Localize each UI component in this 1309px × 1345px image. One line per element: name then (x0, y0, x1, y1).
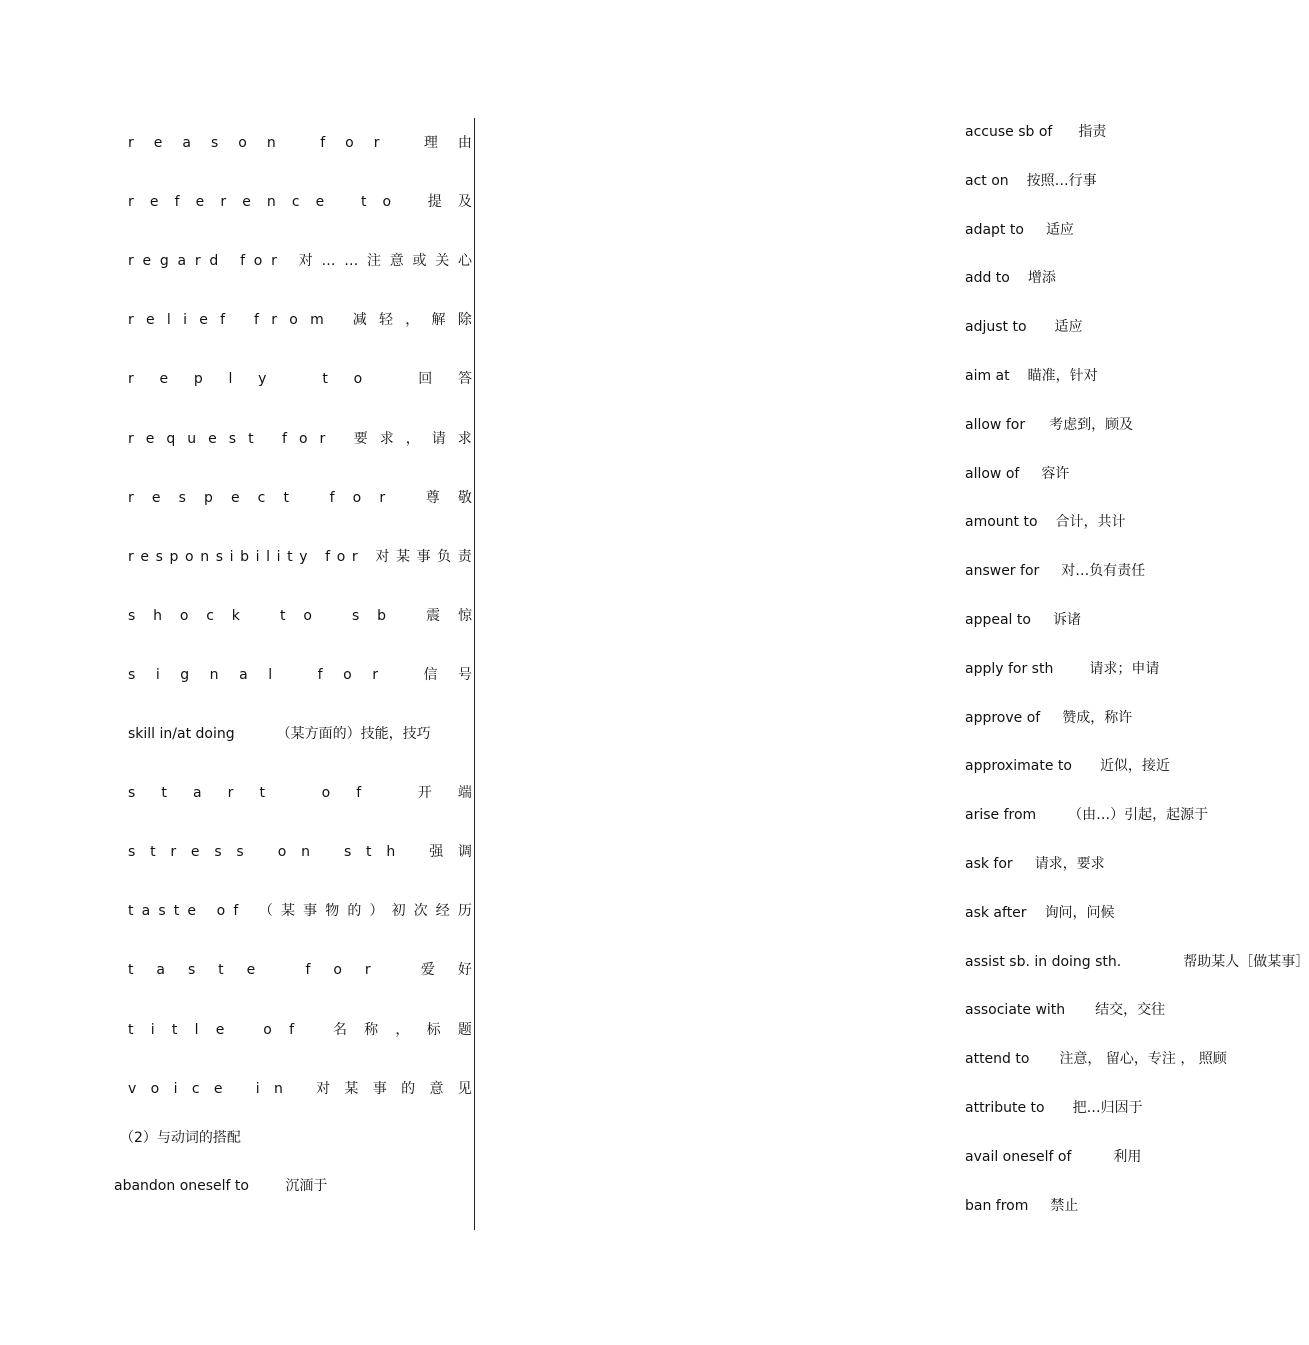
phrase-chinese: 结交，交往 (1095, 1002, 1166, 1019)
phrase-english: appeal to (965, 612, 1031, 628)
phrase-row: r e s p e c t f o r 尊 敬 (128, 489, 472, 506)
phrase-english: skill in/at doing (128, 726, 235, 742)
phrase-chinese: 注意， 留心，专注 ， 照顾 (1059, 1051, 1227, 1068)
phrase-english: allow for (965, 416, 1026, 433)
phrase-row: s t a r t o f 开 端 (128, 785, 472, 802)
section-heading: （2）与动词的搭配 (120, 1130, 241, 1146)
phrase-row (965, 999, 1165, 1021)
phrase-english: add to (965, 270, 1010, 287)
phrase-chinese: 帮助某人［做某事］ (1183, 953, 1309, 970)
phrase-english: ask after (965, 904, 1027, 921)
phrase-row: t a s t e o f （ 某 事 物 的 ） 初 次 经 历 (128, 903, 472, 920)
phrase-row (965, 1195, 1078, 1217)
phrase-chinese: 按照…行事 (1026, 172, 1097, 189)
phrase-chinese: 赞成，称许 (1062, 709, 1133, 726)
left-column (0, 0, 475, 1345)
phrase-row (965, 121, 1106, 143)
phrase-row (965, 219, 1074, 241)
phrase-chinese: 把…归因于 (1072, 1100, 1143, 1116)
phrase-row (965, 951, 1309, 973)
phrase-row (965, 853, 1105, 875)
phrase-english: ask for (965, 856, 1013, 872)
phrase-row: r e q u e s t f o r 要 求 ， 请 求 (128, 430, 472, 447)
phrase-row: r e p l y t o 回 答 (128, 371, 472, 388)
phrase-english: answer for (965, 563, 1040, 580)
phrase-row-abandon (114, 1175, 327, 1197)
phrase-english: act on (965, 172, 1009, 189)
phrase-row: s t r e s s o n s t h 强 调 (128, 844, 472, 861)
phrase-row: t i t l e o f 名 称 ， 标 题 (128, 1021, 472, 1038)
phrase-chinese: （某方面的）技能，技巧 (276, 726, 431, 742)
phrase-chinese: 沉湎于 (285, 1178, 328, 1194)
phrase-chinese: 诉诸 (1052, 612, 1081, 628)
phrase-row (965, 804, 1208, 826)
phrase-english: adjust to (965, 319, 1027, 336)
phrase-chinese: 请求，要求 (1034, 856, 1105, 872)
phrase-row (965, 1146, 1141, 1168)
phrase-chinese: 指责 (1078, 124, 1107, 140)
phrase-english: assist sb. in doing sth. (965, 953, 1122, 970)
phrase-chinese: 增添 (1027, 270, 1056, 287)
phrase-chinese: 考虑到，顾及 (1049, 416, 1134, 433)
phrase-chinese: 适应 (1054, 319, 1083, 336)
phrase-row: r e s p o n s i b i l i t y f o r 对 某 事 负 责 (128, 548, 472, 565)
phrase-row (965, 316, 1083, 338)
phrase-chinese: 对…负有责任 (1061, 563, 1146, 580)
phrase-chinese: 请求；申请 (1089, 660, 1160, 677)
phrase-english: attribute to (965, 1100, 1045, 1116)
phrase-row (128, 723, 472, 745)
phrase-row (965, 511, 1126, 533)
phrase-english: avail oneself of (965, 1148, 1072, 1165)
phrase-row: t a s t e f o r 爱 好 (128, 962, 472, 979)
phrase-row (965, 414, 1133, 436)
phrase-english: associate with (965, 1002, 1066, 1019)
phrase-chinese: 利用 (1113, 1148, 1142, 1165)
phrase-row (965, 707, 1132, 729)
phrase-english: amount to (965, 514, 1038, 531)
phrase-chinese: （由…）引起，起源于 (1068, 807, 1209, 824)
phrase-english: arise from (965, 807, 1037, 824)
phrase-row (965, 658, 1159, 680)
phrase-english: abandon oneself to (114, 1178, 249, 1194)
phrase-row: s i g n a l f o r 信 号 (128, 666, 472, 683)
column-divider (474, 118, 475, 1230)
phrase-english: approximate to (965, 758, 1072, 775)
phrase-chinese: 近似，接近 (1099, 758, 1170, 775)
phrase-row (965, 755, 1170, 777)
phrase-chinese: 合计，共计 (1055, 514, 1126, 531)
phrase-english: aim at (965, 368, 1010, 384)
phrase-english: ban from (965, 1197, 1029, 1214)
phrase-row: r e f e r e n c e t o 提 及 (128, 194, 472, 211)
phrase-row (965, 267, 1056, 289)
phrase-row (965, 1048, 1227, 1070)
phrase-chinese: 适应 (1045, 221, 1074, 238)
phrase-row: s h o c k t o s b 震 惊 (128, 607, 472, 624)
phrase-english: apply for sth (965, 660, 1054, 677)
phrase-chinese: 禁止 (1050, 1197, 1079, 1214)
phrase-row (965, 365, 1098, 387)
phrase-row: r e a s o n f o r 理 由 (128, 135, 472, 151)
phrase-row (965, 170, 1097, 192)
phrase-row: r e g a r d f o r 对 … … 注 意 或 关 心 (128, 253, 472, 270)
phrase-chinese: 容许 (1041, 465, 1070, 482)
phrase-row (965, 1097, 1143, 1119)
phrase-row (965, 560, 1145, 582)
phrase-english: allow of (965, 465, 1020, 482)
phrase-english: adapt to (965, 221, 1024, 238)
phrase-english: attend to (965, 1051, 1030, 1068)
phrase-row: v o i c e i n 对 某 事 的 意 见 (128, 1080, 472, 1097)
phrase-english: approve of (965, 709, 1041, 726)
phrase-row (965, 902, 1115, 924)
phrase-row (965, 609, 1081, 631)
phrase-english: accuse sb of (965, 124, 1053, 140)
phrase-chinese: 询问，问候 (1044, 904, 1115, 921)
phrase-row: r e l i e f f r o m 减 轻 ， 解 除 (128, 312, 472, 329)
phrase-chinese: 瞄准，针对 (1027, 368, 1098, 384)
right-column (476, 0, 1309, 1345)
phrase-row (965, 463, 1069, 485)
